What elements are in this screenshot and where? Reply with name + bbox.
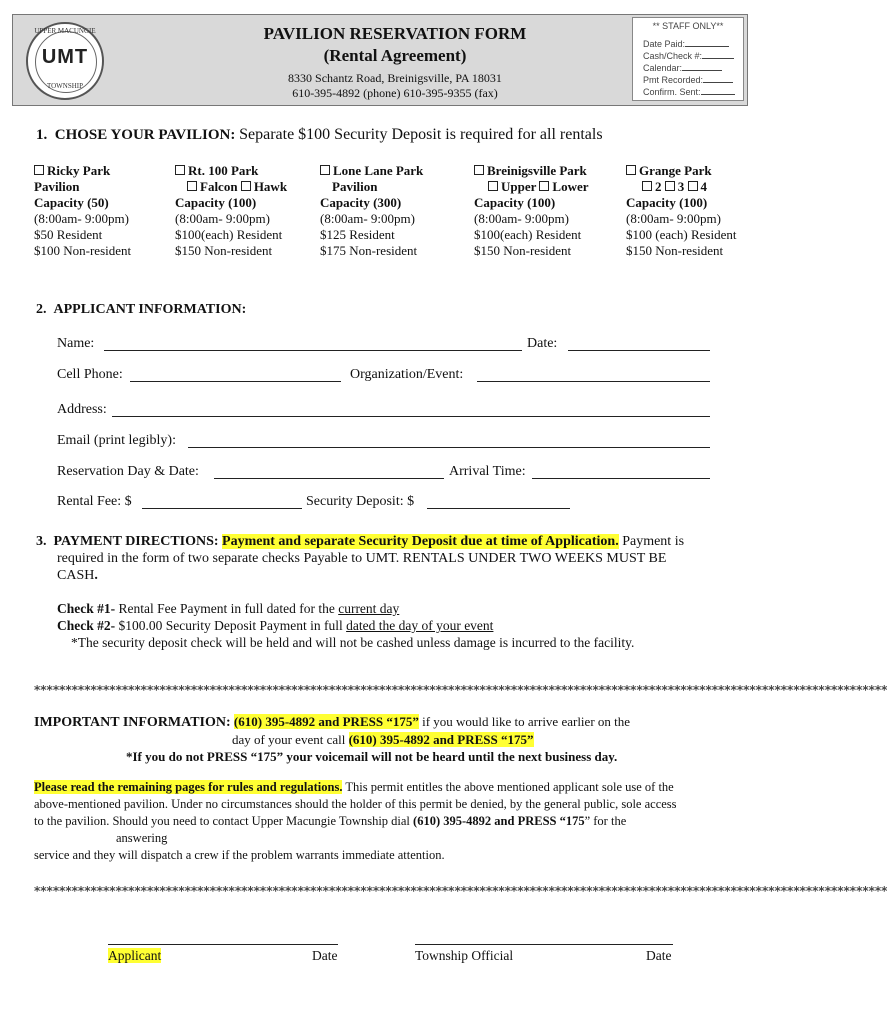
divider-top: **************************************************************************************************************************************** bbox=[34, 683, 887, 697]
staff-cash-check: Cash/Check #: bbox=[643, 50, 734, 61]
park-lone-lane: Lone Lane Park Pavilion Capacity (300) (8:00am- 9:00pm) $125 Resident $175 Non-resident bbox=[320, 163, 424, 258]
checkbox-rt100-park[interactable] bbox=[175, 165, 185, 175]
checkbox-hawk[interactable] bbox=[241, 181, 251, 191]
park-ricky: Ricky Park Pavilion Capacity (50) (8:00am- 9:00pm) $50 Resident $100 Non-resident bbox=[34, 163, 132, 258]
rental-fee-input[interactable] bbox=[142, 508, 302, 509]
township-address bbox=[200, 71, 590, 101]
organization-input[interactable] bbox=[477, 381, 710, 382]
staff-date-paid: Date Paid: bbox=[643, 38, 729, 49]
staff-confirm-sent: Confirm. Sent: bbox=[643, 86, 735, 97]
staff-pmt-recorded: Pmt Recorded: bbox=[643, 74, 733, 85]
security-deposit-input[interactable] bbox=[427, 508, 570, 509]
logo-arc-top: UPPER MACUNGIE bbox=[34, 27, 96, 35]
checkbox-grange-3[interactable] bbox=[665, 181, 675, 191]
section3-payment: 3. PAYMENT DIRECTIONS: Payment and separate Security Deposit due at time of Application. Payment is required in the form of two separate checks Payable to UMT. RENTALS UNDER TWO WEEKS MUST BE CASH. bbox=[36, 534, 685, 583]
checkbox-grange-4[interactable] bbox=[688, 181, 698, 191]
form-title: PAVILION RESERVATION FORM bbox=[263, 24, 527, 43]
email-input[interactable] bbox=[188, 447, 710, 448]
applicant-signature-line[interactable] bbox=[108, 944, 338, 945]
arrival-time-input[interactable] bbox=[532, 478, 710, 479]
phone-line: 610-395-4892 (phone) 610-395-9355 (fax) bbox=[292, 86, 498, 100]
staff-calendar: Calendar: bbox=[643, 62, 722, 73]
reservation-date-input[interactable] bbox=[214, 478, 444, 479]
date-input[interactable] bbox=[568, 350, 710, 351]
form-subtitle: (Rental Agreement) bbox=[323, 46, 467, 65]
address-label: Address: bbox=[57, 402, 107, 417]
section2-heading: 2. APPLICANT INFORMATION: bbox=[36, 302, 247, 317]
cell-phone-label: Cell Phone: bbox=[57, 367, 123, 382]
checkbox-breinigsville-park[interactable] bbox=[474, 165, 484, 175]
section1-heading: 1. CHOSE YOUR PAVILION: Separate $100 Security Deposit is required for all rentals bbox=[36, 126, 603, 143]
checkbox-grange-park[interactable] bbox=[626, 165, 636, 175]
cell-phone-input[interactable] bbox=[130, 381, 341, 382]
staff-only-box bbox=[632, 17, 744, 101]
official-label: Township Official bbox=[415, 948, 514, 963]
checkbox-falcon[interactable] bbox=[187, 181, 197, 191]
logo-arc-bottom: TOWNSHIP bbox=[46, 82, 84, 90]
payment-highlight: Payment and separate Security Deposit due at time of Application. bbox=[222, 534, 619, 549]
address-line: 8330 Schantz Road, Breinigsville, PA 18031 bbox=[288, 71, 502, 85]
organization-label: Organization/Event: bbox=[350, 367, 464, 382]
applicant-label: Applicant bbox=[108, 948, 162, 963]
staff-only-title: ** STAFF ONLY** bbox=[652, 21, 724, 31]
checkbox-upper[interactable] bbox=[488, 181, 498, 191]
name-label: Name: bbox=[57, 336, 95, 351]
date-label: Date: bbox=[527, 336, 558, 351]
official-date-label: Date bbox=[646, 948, 672, 963]
rules-paragraph: Please read the remaining pages for rules and regulations. This permit entitles the above mentioned applicant sole use of the above-mentioned pavilion. Under no circumstances should the holder of this permit be denied, by the general public, sole access to the pavilion. Should you need to contact Upper Macungie Township dial (610) 395-4892 and PRESS “175” for the answering service and they will dispatch a crew if the problem warrants immediate attention. bbox=[34, 780, 677, 862]
divider-bottom: **************************************************************************************************************************************** bbox=[34, 884, 887, 898]
park-grange: Grange Park 2 3 4 Capacity (100) (8:00am- 9:00pm) $100 (each) Resident $150 Non-resident bbox=[626, 163, 737, 258]
checkbox-lone-lane-park[interactable] bbox=[320, 165, 330, 175]
name-input[interactable] bbox=[104, 350, 522, 351]
checkbox-grange-2[interactable] bbox=[642, 181, 652, 191]
park-breinigsville: Breinigsville Park Upper Lower Capacity (100) (8:00am- 9:00pm) $100(each) Resident $150 Non-resident bbox=[474, 163, 589, 258]
address-input[interactable] bbox=[112, 416, 710, 417]
arrival-time-label: Arrival Time: bbox=[449, 464, 526, 479]
checkbox-ricky-park[interactable] bbox=[34, 165, 44, 175]
logo-text: UMT bbox=[41, 46, 89, 68]
umt-logo bbox=[26, 22, 104, 100]
park-rt100: Rt. 100 Park Falcon Hawk Capacity (100) (8:00am- 9:00pm) $100(each) Resident $150 Non-resident bbox=[175, 163, 288, 258]
rental-fee-label: Rental Fee: $ bbox=[57, 494, 132, 509]
security-deposit-label: Security Deposit: $ bbox=[306, 494, 415, 509]
official-signature-line[interactable] bbox=[415, 944, 673, 945]
check-instructions: Check #1- Rental Fee Payment in full dated for the current day Check #2- $100.00 Security Deposit Payment in full dated the day of your event *The security deposit check will be held and will not be cashed unless damage is incurred to the facility. bbox=[57, 601, 635, 650]
applicant-date-label: Date bbox=[312, 948, 338, 963]
important-info: IMPORTANT INFORMATION: (610) 395-4892 and PRESS “175” if you would like to arrive earlier on the day of your event call (610) 395-4892 and PRESS “175” *If you do not PRESS “175” your voicemail will not be heard until the next business day. bbox=[34, 714, 631, 764]
checkbox-lower[interactable] bbox=[539, 181, 549, 191]
email-label: Email (print legibly): bbox=[57, 433, 176, 448]
reservation-date-label: Reservation Day & Date: bbox=[57, 464, 199, 479]
